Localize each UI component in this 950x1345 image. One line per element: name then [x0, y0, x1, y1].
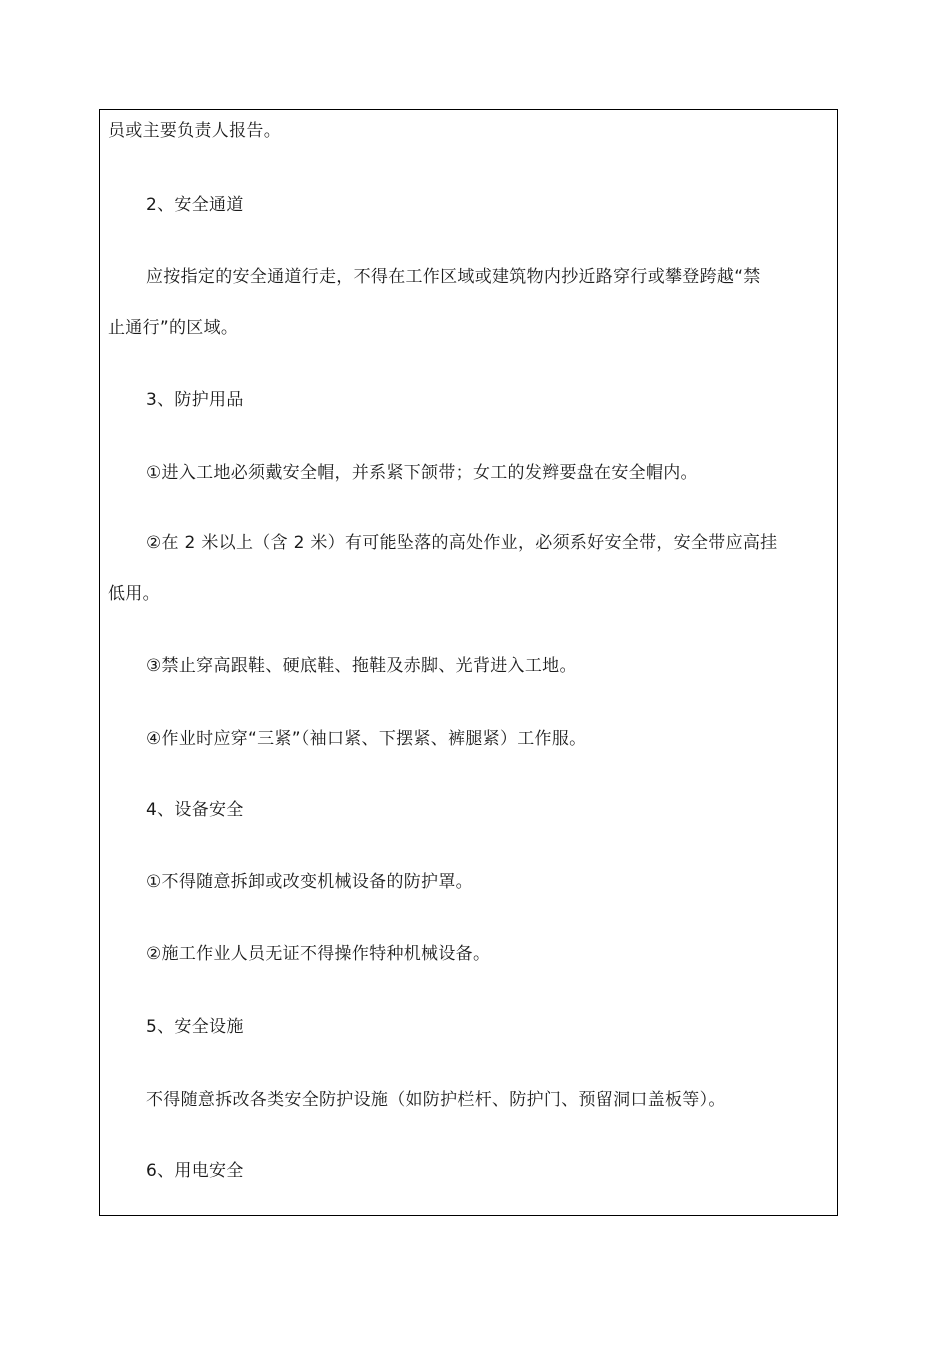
paragraph-line: 不得随意拆改各类安全防护设施（如防护栏杆、防护门、预留洞口盖板等）。 — [146, 1090, 726, 1110]
section-heading-electrical-safety: 6、用电安全 — [146, 1161, 244, 1181]
list-item: ④作业时应穿“三紧”（袖口紧、下摆紧、裤腿紧）工作服。 — [146, 729, 587, 749]
paragraph-line: 止通行”的区域。 — [108, 318, 239, 338]
paragraph-continuation: 员或主要负责人报告。 — [108, 121, 281, 141]
section-heading-safe-passage: 2、安全通道 — [146, 195, 244, 215]
section-heading-protective-gear: 3、防护用品 — [146, 390, 244, 410]
list-item: ③禁止穿高跟鞋、硬底鞋、拖鞋及赤脚、光背进入工地。 — [146, 656, 577, 676]
list-item: ②施工作业人员无证不得操作特种机械设备。 — [146, 944, 491, 964]
section-heading-safety-facilities: 5、安全设施 — [146, 1017, 244, 1037]
paragraph-line: 应按指定的安全通道行走，不得在工作区域或建筑物内抄近路穿行或攀登跨越“禁 — [146, 267, 761, 287]
list-item: ①进入工地必须戴安全帽，并系紧下颌带；女工的发辫要盘在安全帽内。 — [146, 463, 698, 483]
list-item: ②在 2 米以上（含 2 米）有可能坠落的高处作业，必须系好安全带，安全带应高挂 — [146, 533, 778, 553]
list-item-continuation: 低用。 — [108, 584, 160, 604]
section-heading-equipment-safety: 4、设备安全 — [146, 800, 244, 820]
list-item: ①不得随意拆卸或改变机械设备的防护罩。 — [146, 872, 473, 892]
